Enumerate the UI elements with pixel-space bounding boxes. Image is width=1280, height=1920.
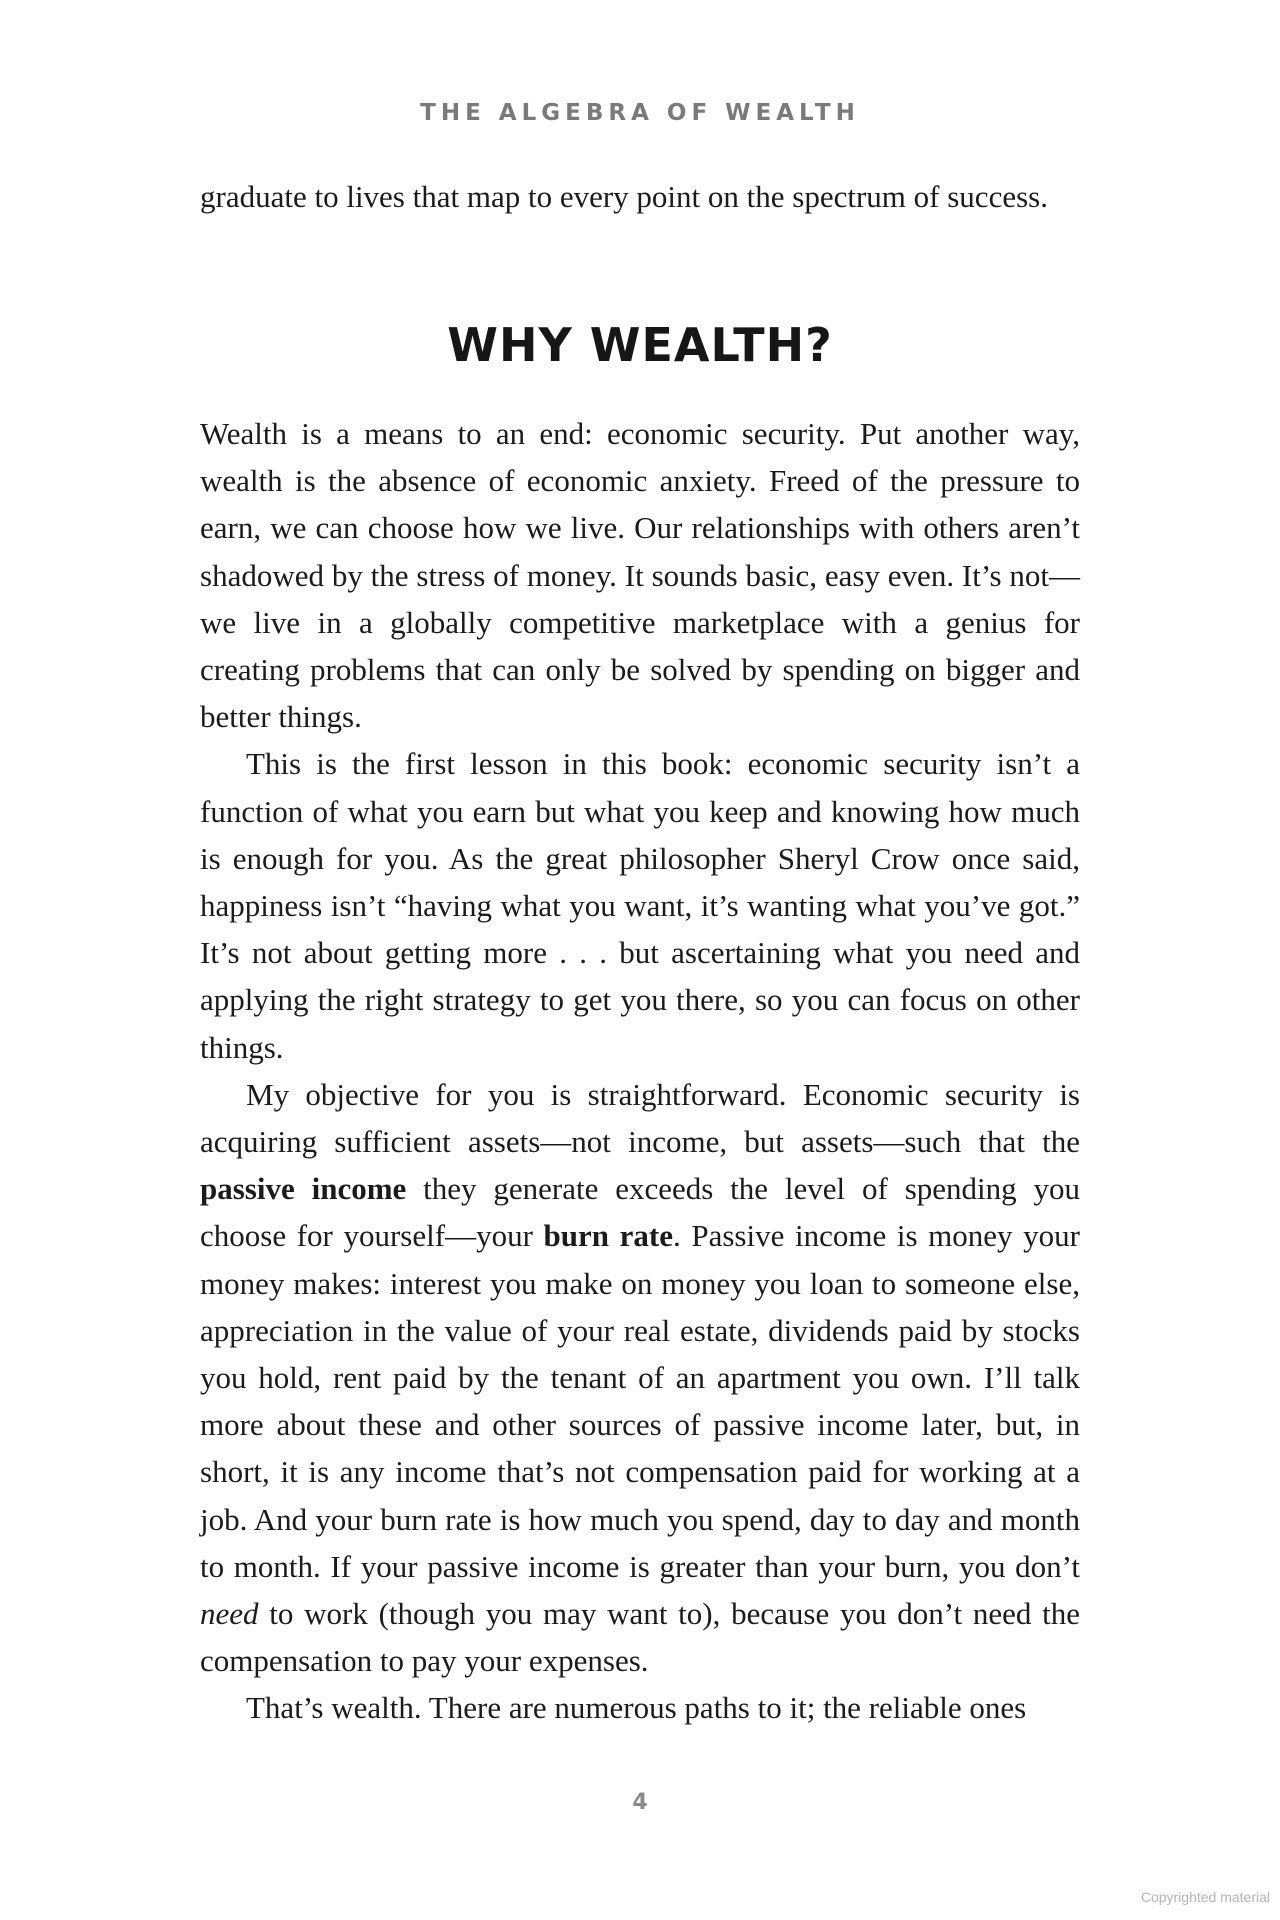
paragraph-2: This is the first lesson in this book: economic security isn’t a function of what you earn but what you keep and knowing how much is enough for you. As the great philosopher Sheryl Crow once said, happiness isn’t “having what you want, it’s wanting what you’ve got.” It’s not about getting more . . . but ascertaining what you need and applying the right strategy to get you there, so you can focus on other things.	[200, 746, 1080, 1065]
intro-text	[200, 173, 1080, 220]
paragraph-3-text-4: to work (though you may want to), because you don’t need the compensation to pay your expenses.	[200, 1596, 1080, 1679]
term-burn-rate: burn rate	[543, 1218, 673, 1254]
running-head: THE ALGEBRA OF WEALTH	[420, 100, 860, 126]
emphasis-need: need	[200, 1596, 259, 1632]
intro-paragraph: graduate to lives that map to every point on the spectrum of success.	[200, 179, 1048, 214]
paragraph-3	[200, 1071, 1080, 1685]
page-number: 4	[632, 1790, 648, 1815]
paragraph-4: That’s wealth. There are numerous paths to it; the reliable ones	[246, 1690, 1027, 1726]
copyright-notice: Copyrighted material	[1140, 1889, 1270, 1905]
paragraph-1: Wealth is a means to an end: economic security. Put another way, wealth is the absence of economic anxiety. Freed of the pressure to earn, we can choose how we live. Our relationships with others aren’t shadowed by the stress of money. It sounds basic, easy even. It’s not—we live in a globally competitive marketplace with a genius for creating problems that can only be solved by spending on bigger and better things.	[200, 416, 1080, 735]
paragraph-3-text-2: they generate exceeds the level of spending you choose for yourself—your	[200, 1171, 1080, 1254]
section-heading: WHY WEALTH?	[447, 318, 833, 372]
section-body	[200, 410, 1080, 1732]
term-passive-income: passive income	[200, 1171, 407, 1207]
paragraph-3-text-1: My objective for you is straightforward. Economic security is acquiring sufficient assets—not income, but assets—such that the	[200, 1076, 1080, 1160]
paragraph-3-text-3: . Passive income is money your money makes: interest you make on money you loan to someone else, appreciation in the value of your real estate, dividends paid by stocks you hold, rent paid by the tenant of an apartment you own. I’ll talk more about these and other sources of passive income later, but, in short, it is any income that’s not compensation paid for working at a job. And your burn rate is how much you spend, day to day and month to month. If your passive income is greater than your burn, you don’t	[200, 1218, 1080, 1584]
